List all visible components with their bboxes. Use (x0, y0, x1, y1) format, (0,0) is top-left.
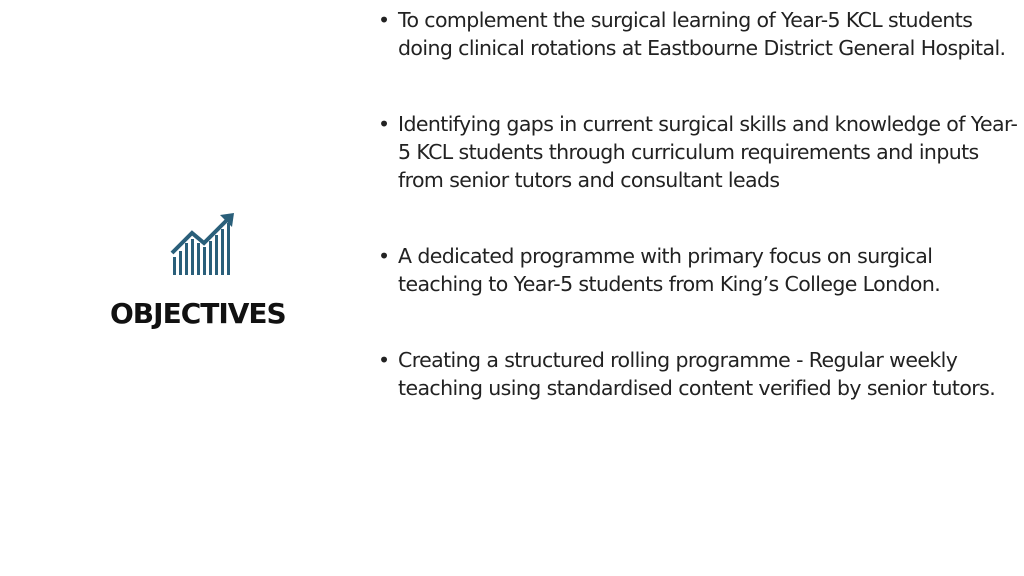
objective-item (378, 110, 1018, 194)
objective-text: A dedicated programme with primary focus on surgical teaching to Year-5 students from King’s College London. (398, 244, 941, 296)
objective-item (378, 242, 1018, 298)
objectives-list (378, 6, 1018, 402)
objective-item (378, 6, 1018, 62)
bullet-marker: • (378, 348, 390, 372)
objective-text: Creating a structured rolling programme - Regular weekly teaching using standardised content verified by senior tutors. (398, 348, 996, 400)
objective-text: To complement the surgical learning of Year-5 KCL students doing clinical rotations at Eastbourne District General Hospital. (398, 8, 1006, 60)
bullet-marker: • (378, 8, 390, 32)
section-heading: OBJECTIVES (110, 297, 286, 330)
objective-item (378, 346, 1018, 402)
bullet-marker: • (378, 112, 390, 136)
bullet-marker: • (378, 244, 390, 268)
growth-chart-icon (170, 213, 238, 275)
objectives-title-panel (100, 205, 310, 345)
objective-text: Identifying gaps in current surgical skills and knowledge of Year-5 KCL students through curriculum requirements and inputs from senior tutors and consultant leads (398, 112, 1018, 192)
